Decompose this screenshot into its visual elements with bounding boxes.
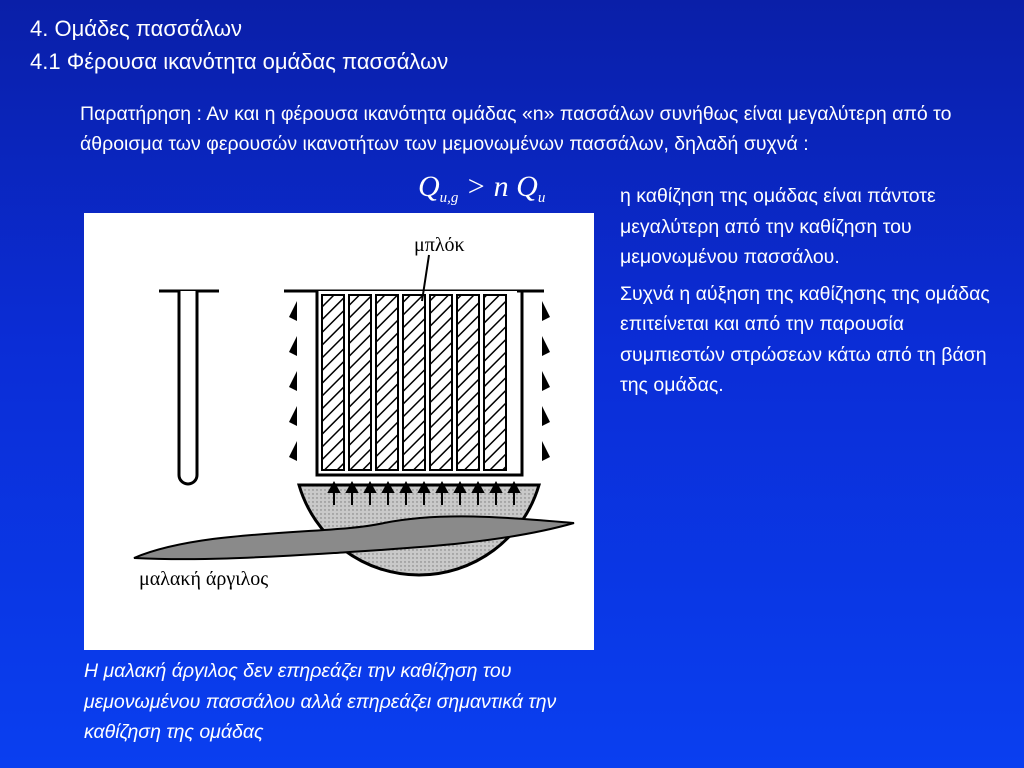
figure-caption: Η μαλακή άργιλος δεν επηρεάζει την καθίζηση του μεμονωμένου πασσάλου αλλά επηρεάζει σημαντικά την καθίζηση της ομάδας (84, 660, 557, 743)
formula-sub-group: u,g (439, 190, 459, 206)
formula-operator: > n (458, 170, 517, 203)
pile-diagram (84, 213, 594, 650)
pile-block (284, 291, 544, 475)
clay-label: μαλακή άργιλος (139, 568, 269, 590)
formula-sub-single: u (537, 190, 546, 206)
pile-group-figure (84, 213, 594, 650)
formula (418, 170, 545, 207)
formula-q-group: Q (418, 170, 440, 203)
intro-paragraph: Παρατήρηση : Αν και η φέρουσα ικανότητα ομάδας «n» πασσάλων συνήθως είναι μεγαλύτερη από το άθροισμα των φερουσών ικανοτήτων των μεμονωμένων πασσάλων, δηλαδή συχνά : (80, 103, 952, 155)
formula-q-single: Q (516, 170, 538, 203)
right-friction-arrows (542, 301, 550, 461)
right-paragraph-1: η καθίζηση της ομάδας είναι πάντοτε μεγαλύτερη από την καθίζηση του μεμονωμένου πασσάλου. (620, 185, 936, 268)
subsection-title: 4.1 Φέρουσα ικανότητα ομάδας πασσάλων (30, 49, 449, 74)
right-paragraph-2: Συχνά η αύξηση της καθίζησης της ομάδας επιτείνεται και από την παρουσία συμπιεστών στρώσεων κάτω από τη βάση της ομάδας. (620, 282, 990, 396)
single-pile (159, 291, 219, 484)
section-title: 4. Ομάδες πασσάλων (30, 16, 243, 41)
left-friction-arrows (289, 301, 297, 461)
block-label: μπλόκ (414, 234, 465, 256)
right-column (620, 181, 1005, 407)
